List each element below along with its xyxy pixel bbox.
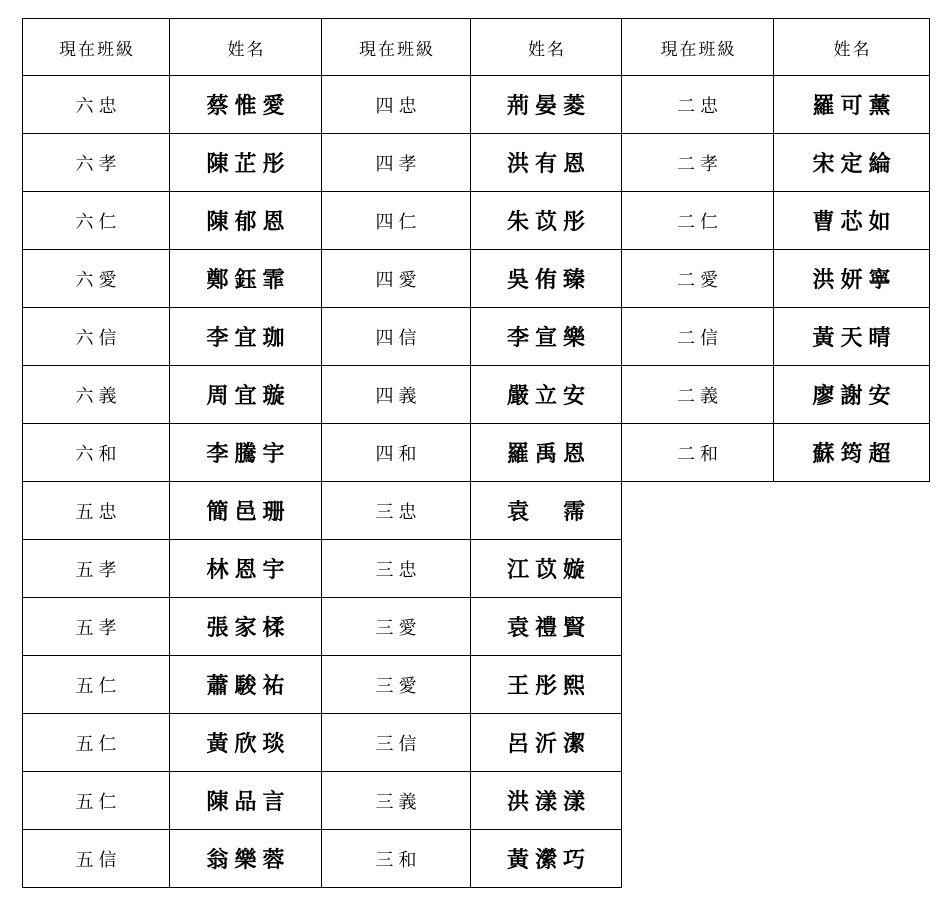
name-cell: 朱苡彤	[471, 192, 622, 250]
class-cell: 五忠	[23, 482, 170, 540]
class-cell: 六仁	[23, 192, 170, 250]
class-cell: 三和	[322, 830, 471, 888]
empty-cell	[774, 656, 930, 714]
name-cell: 陳品言	[170, 772, 322, 830]
name-cell: 羅可薰	[774, 76, 930, 134]
class-cell: 二愛	[622, 250, 774, 308]
table-row	[23, 308, 930, 366]
name-cell: 嚴立安	[471, 366, 622, 424]
class-cell: 六忠	[23, 76, 170, 134]
table-header-row	[23, 19, 930, 76]
empty-cell	[774, 598, 930, 656]
empty-cell	[774, 482, 930, 540]
class-cell: 二和	[622, 424, 774, 482]
class-cell: 五仁	[23, 714, 170, 772]
class-cell: 六信	[23, 308, 170, 366]
column-header-class: 現在班級	[23, 19, 170, 76]
empty-cell	[622, 772, 774, 830]
class-cell: 二孝	[622, 134, 774, 192]
name-cell: 曹芯如	[774, 192, 930, 250]
table-row	[23, 714, 930, 772]
name-cell: 袁禮賢	[471, 598, 622, 656]
class-cell: 三義	[322, 772, 471, 830]
class-cell: 五孝	[23, 598, 170, 656]
name-cell: 周宜璇	[170, 366, 322, 424]
class-cell: 四和	[322, 424, 471, 482]
class-cell: 四義	[322, 366, 471, 424]
empty-cell	[774, 714, 930, 772]
name-cell: 張家楺	[170, 598, 322, 656]
name-cell: 吳侑臻	[471, 250, 622, 308]
class-cell: 二信	[622, 308, 774, 366]
name-cell: 林恩宇	[170, 540, 322, 598]
name-cell: 江苡嫙	[471, 540, 622, 598]
empty-cell	[622, 714, 774, 772]
name-cell: 洪漾漾	[471, 772, 622, 830]
table-row	[23, 482, 930, 540]
name-cell: 黃瀠巧	[471, 830, 622, 888]
name-cell: 黃欣琰	[170, 714, 322, 772]
class-cell: 三信	[322, 714, 471, 772]
name-cell: 陳芷彤	[170, 134, 322, 192]
class-cell: 三愛	[322, 598, 471, 656]
class-name-table	[22, 18, 930, 888]
name-cell: 荊晏菱	[471, 76, 622, 134]
name-cell: 洪有恩	[471, 134, 622, 192]
empty-cell	[622, 656, 774, 714]
class-cell: 五仁	[23, 656, 170, 714]
class-cell: 二忠	[622, 76, 774, 134]
table-row	[23, 656, 930, 714]
table-row	[23, 366, 930, 424]
name-cell: 陳郁恩	[170, 192, 322, 250]
table-row	[23, 192, 930, 250]
name-cell: 翁樂蓉	[170, 830, 322, 888]
class-cell: 三愛	[322, 656, 471, 714]
empty-cell	[622, 482, 774, 540]
class-cell: 二義	[622, 366, 774, 424]
class-cell: 四愛	[322, 250, 471, 308]
table-row	[23, 772, 930, 830]
class-cell: 五仁	[23, 772, 170, 830]
name-cell: 李騰宇	[170, 424, 322, 482]
name-cell: 蔡惟愛	[170, 76, 322, 134]
column-header-name: 姓名	[471, 19, 622, 76]
class-cell: 三忠	[322, 540, 471, 598]
column-header-name: 姓名	[170, 19, 322, 76]
table-row	[23, 424, 930, 482]
class-cell: 四仁	[322, 192, 471, 250]
name-cell: 蘇筠超	[774, 424, 930, 482]
name-cell: 廖謝安	[774, 366, 930, 424]
table-row	[23, 134, 930, 192]
class-cell: 四忠	[322, 76, 471, 134]
class-cell: 六孝	[23, 134, 170, 192]
class-cell: 六義	[23, 366, 170, 424]
class-cell: 三忠	[322, 482, 471, 540]
class-cell: 五孝	[23, 540, 170, 598]
name-cell: 呂沂潔	[471, 714, 622, 772]
name-cell: 簡邑珊	[170, 482, 322, 540]
table-row	[23, 598, 930, 656]
class-cell: 四孝	[322, 134, 471, 192]
table-row	[23, 540, 930, 598]
table-row	[23, 76, 930, 134]
name-cell: 宋定綸	[774, 134, 930, 192]
empty-cell	[774, 540, 930, 598]
empty-cell	[622, 598, 774, 656]
name-cell: 羅禹恩	[471, 424, 622, 482]
name-cell: 黃天晴	[774, 308, 930, 366]
class-cell: 二仁	[622, 192, 774, 250]
empty-cell	[622, 540, 774, 598]
column-header-name: 姓名	[774, 19, 930, 76]
class-roster-sheet	[22, 18, 930, 888]
table-row	[23, 250, 930, 308]
name-cell: 袁 霈	[471, 482, 622, 540]
empty-cell	[774, 830, 930, 888]
class-cell: 五信	[23, 830, 170, 888]
class-cell: 六愛	[23, 250, 170, 308]
name-cell: 洪妍寧	[774, 250, 930, 308]
name-cell: 鄭鈺霏	[170, 250, 322, 308]
name-cell: 蕭駿祐	[170, 656, 322, 714]
table-row	[23, 830, 930, 888]
column-header-class: 現在班級	[322, 19, 471, 76]
name-cell: 李宜珈	[170, 308, 322, 366]
empty-cell	[622, 830, 774, 888]
class-cell: 四信	[322, 308, 471, 366]
name-cell: 王彤熙	[471, 656, 622, 714]
name-cell: 李宣樂	[471, 308, 622, 366]
class-cell: 六和	[23, 424, 170, 482]
column-header-class: 現在班級	[622, 19, 774, 76]
empty-cell	[774, 772, 930, 830]
